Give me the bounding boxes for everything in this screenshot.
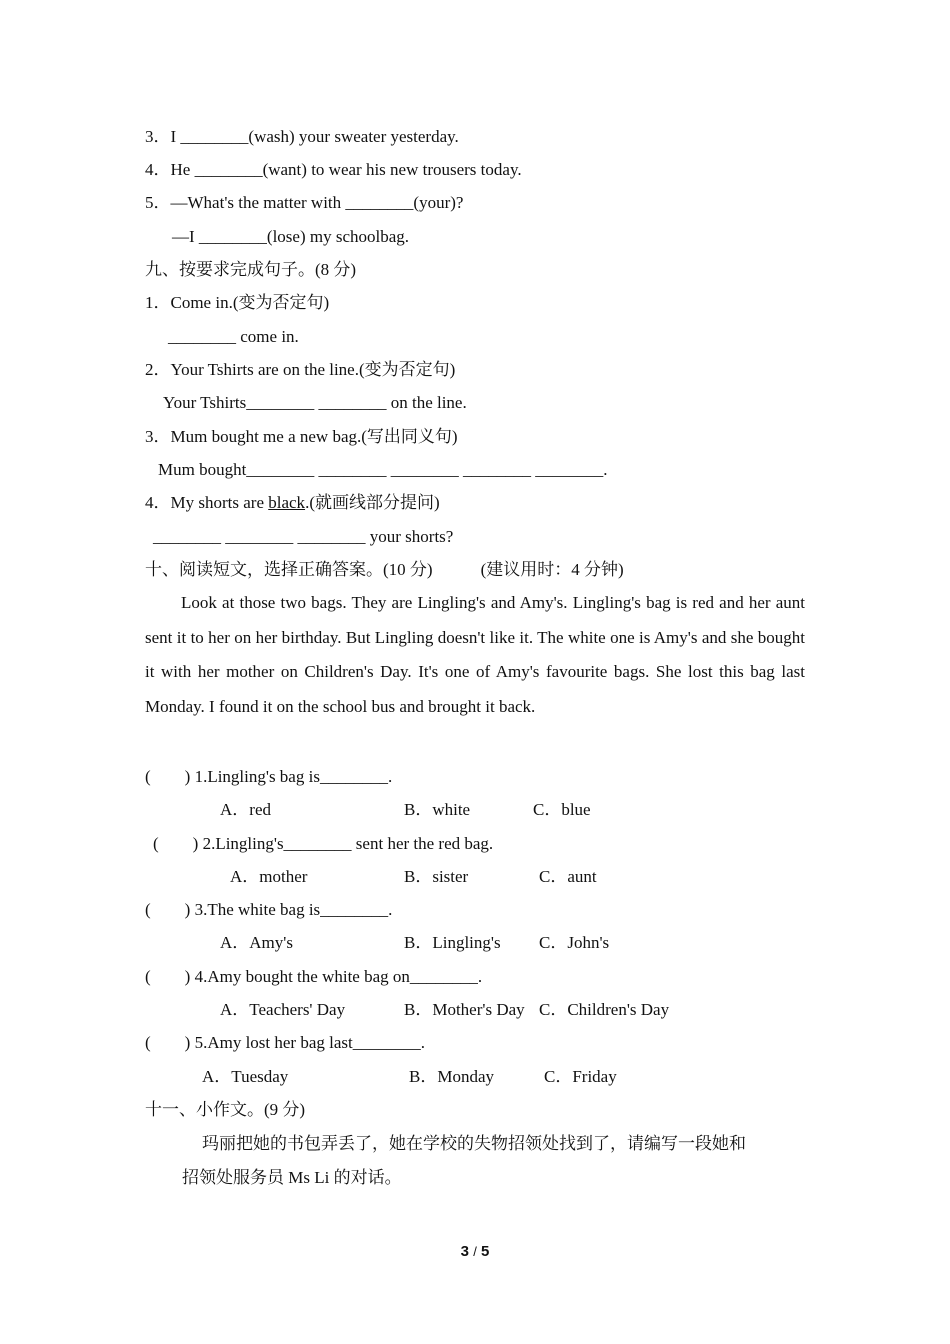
s10-q5-option-a: A．Tuesday bbox=[202, 1067, 289, 1086]
s10-q5-stem: ( ) 5.Amy lost her bag last________. bbox=[145, 1033, 425, 1052]
page-number bbox=[0, 1243, 950, 1260]
s10-q2-option-b: B．sister bbox=[404, 867, 469, 886]
s10-q1-option-a: A．red bbox=[220, 800, 271, 819]
s10-passage bbox=[145, 586, 805, 724]
s10-time-hint: (建议用时：4 分钟) bbox=[480, 560, 624, 579]
s10-q1-option-b: B．white bbox=[404, 800, 471, 819]
s10-q1-stem: ( ) 1.Lingling's bag is________. bbox=[145, 767, 393, 786]
s9-q4-answer: ________ ________ ________ your shorts? bbox=[153, 527, 454, 546]
s9-q2-answer: Your Tshirts________ ________ on the line. bbox=[163, 393, 467, 412]
page-separator: / bbox=[473, 1244, 477, 1259]
s11-prompt-line1: 玛丽把她的书包弄丢了，她在学校的失物招领处找到了，请编写一段她和 bbox=[202, 1134, 746, 1153]
s10-q3-option-a: A．Amy's bbox=[220, 933, 293, 952]
s8-q5-line1: 5．—What's the matter with ________(your)? bbox=[145, 193, 464, 212]
s10-q1-option-c: C．blue bbox=[533, 800, 591, 819]
s8-q4: 4．He ________(want) to wear his new trousers today. bbox=[145, 160, 522, 179]
s10-q5-option-c: C．Friday bbox=[544, 1067, 617, 1086]
s11-title: 十一、小作文。(9 分) bbox=[145, 1100, 306, 1119]
s10-q2-option-a: A．mother bbox=[230, 867, 308, 886]
s8-q3: 3．I ________(wash) your sweater yesterday. bbox=[145, 127, 459, 146]
s10-title: 十、阅读短文，选择正确答案。(10 分) bbox=[145, 560, 433, 579]
s10-passage-text: Look at those two bags. They are Lingling's and Amy's. Lingling's bag is red and her aunt sent it to her on her birthday. But Lingling doesn't like it. The white one is Amy's and she bought it with her mother on Children's Day. It's one of Amy's favourite bags. She lost this bag last Monday. I found it on the school bus and brought it back. bbox=[145, 593, 805, 716]
s9-q4 bbox=[145, 492, 440, 514]
s8-q5-line2: —I ________(lose) my schoolbag. bbox=[172, 227, 410, 246]
s9-title: 九、按要求完成句子。(8 分) bbox=[145, 260, 357, 279]
s9-q2: 2．Your Tshirts are on the line.(变为否定句) bbox=[145, 360, 456, 379]
s9-q3-answer: Mum bought________ ________ ________ ________ ________. bbox=[158, 460, 608, 479]
s10-q5-option-b: B．Monday bbox=[409, 1067, 494, 1086]
s9-q4-pre: 4．My shorts are bbox=[145, 493, 269, 512]
s9-q1-answer: ________ come in. bbox=[168, 327, 299, 346]
page-total: 5 bbox=[480, 1243, 490, 1260]
s10-q3-option-c: C．John's bbox=[539, 933, 610, 952]
s10-q4-option-b: B．Mother's Day bbox=[404, 1000, 525, 1019]
s9-q4-underlined: black bbox=[268, 493, 306, 512]
s10-q4-option-a: A．Teachers' Day bbox=[220, 1000, 346, 1019]
s9-q3: 3．Mum bought me a new bag.(写出同义句) bbox=[145, 427, 458, 446]
s10-q3-stem: ( ) 3.The white bag is________. bbox=[145, 900, 393, 919]
s10-q4-stem: ( ) 4.Amy bought the white bag on________. bbox=[145, 967, 483, 986]
s11-prompt-line2: 招领处服务员 Ms Li 的对话。 bbox=[182, 1168, 402, 1187]
s9-q1: 1．Come in.(变为否定句) bbox=[145, 293, 330, 312]
s10-q2-option-c: C．aunt bbox=[539, 867, 597, 886]
s9-q4-post: .(就画线部分提问) bbox=[305, 493, 440, 512]
s10-q4-option-c: C．Children's Day bbox=[539, 1000, 670, 1019]
s10-title-row bbox=[145, 559, 624, 581]
s10-q3-option-b: B．Lingling's bbox=[404, 933, 501, 952]
page-current: 3 bbox=[460, 1243, 470, 1260]
s10-q2-stem: ( ) 2.Lingling's________ sent her the red bag. bbox=[153, 834, 494, 853]
